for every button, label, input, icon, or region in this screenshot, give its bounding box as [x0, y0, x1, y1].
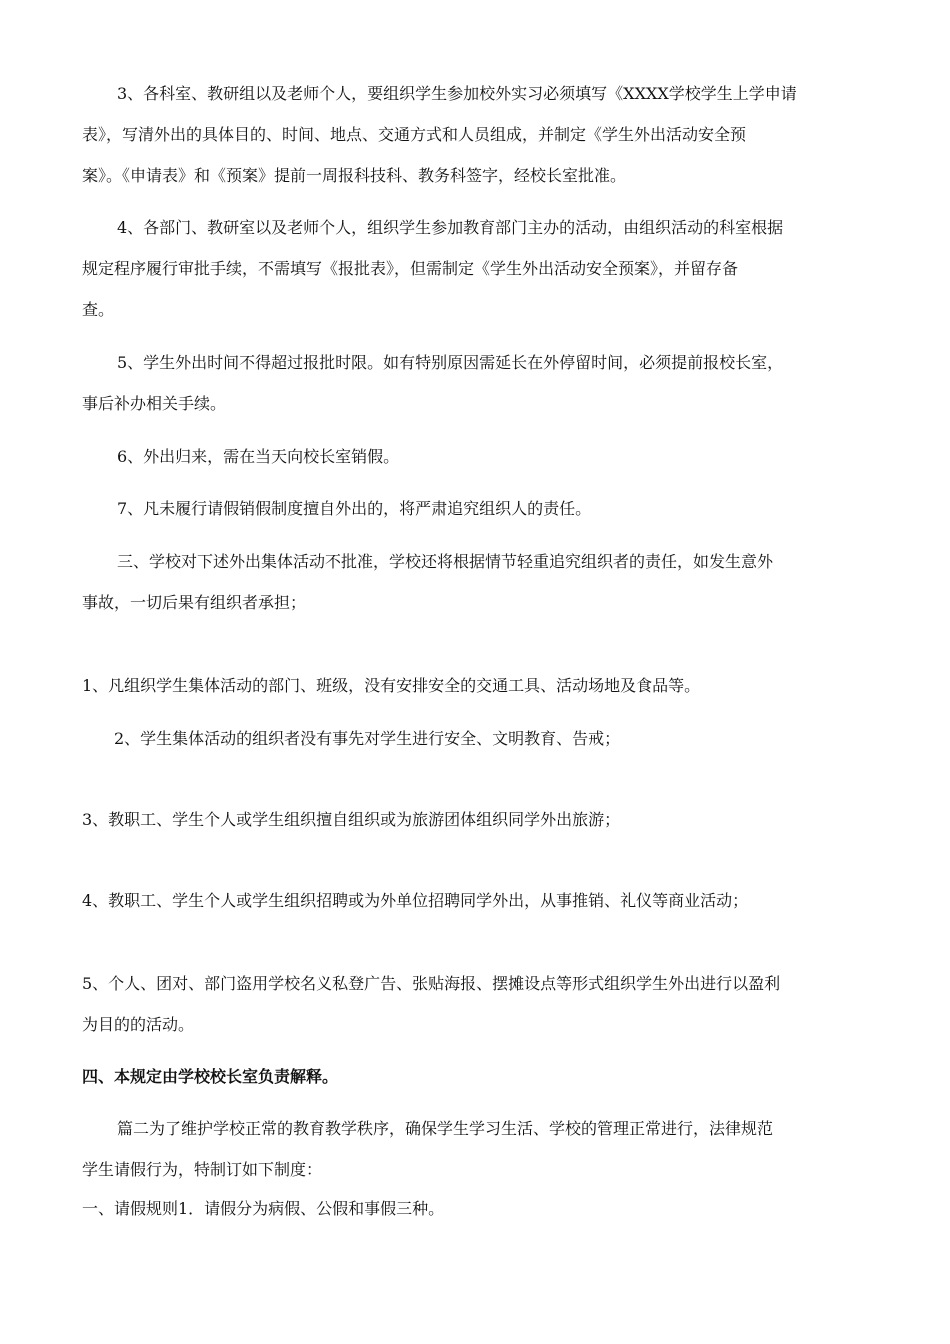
- text-line: 事后补办相关手续。: [82, 394, 227, 413]
- text-line: 4、教职工、学生个人或学生组织招聘或为外单位招聘同学外出，从事推销、礼仪等商业活动；: [82, 891, 749, 910]
- text-line: 3、教职工、学生个人或学生组织擅自组织或为旅游团体组织同学外出旅游；: [82, 810, 621, 829]
- list-item-2: [114, 718, 620, 759]
- text-line: 篇二为了维护学校正常的教育教学秩序，确保学生学习生活、学校的管理正常进行，法律规范: [117, 1119, 774, 1138]
- paragraph-part-2-intro: [117, 1108, 773, 1149]
- text-line: 查。: [82, 300, 115, 319]
- paragraph-rule-4: [117, 207, 783, 248]
- text-line: 6、外出归来，需在当天向校长室销假。: [117, 447, 400, 466]
- paragraph-part-2-intro-cont: [82, 1149, 322, 1190]
- text-line: 为目的的活动。: [82, 1015, 195, 1034]
- text-line: 案》。《申请表》和《预案》提前一周报科技科、教务科签字，经校长室批准。: [82, 166, 627, 185]
- text-line: 事故，一切后果有组织者承担；: [82, 593, 307, 612]
- text-line: 3、各科室、教研组以及老师个人，要组织学生参加校外实习必须填写《XXXX学校学生上学申请: [117, 84, 797, 103]
- paragraph-rule-5: [117, 342, 783, 383]
- text-line: 学生请假行为，特制订如下制度：: [82, 1160, 323, 1179]
- text-line: 1、凡组织学生集体活动的部门、班级，没有安排安全的交通工具、活动场地及食品等。: [82, 676, 701, 695]
- list-item-4: [82, 880, 748, 921]
- paragraph-rule-5-cont: [82, 383, 226, 424]
- paragraph-rule-3: [117, 73, 797, 114]
- paragraph-rule-6: [117, 436, 399, 477]
- paragraph-rule-4-cont: [82, 248, 738, 330]
- text-line: 一、请假规则1．请假分为病假、公假和事假三种。: [82, 1199, 445, 1218]
- paragraph-rule-7: [117, 488, 591, 529]
- text-line: 5、学生外出时间不得超过报批时限。如有特别原因需延长在外停留时间，必须提前报校长室，: [117, 353, 784, 372]
- list-item-3: [82, 799, 620, 840]
- text-line: 三、学校对下述外出集体活动不批准，学校还将根据情节轻重追究组织者的责任，如发生意外: [117, 552, 774, 571]
- list-item-5: [82, 963, 780, 1045]
- text-line: 四、本规定由学校校长室负责解释。: [82, 1067, 339, 1086]
- leave-rules-heading: [82, 1188, 444, 1229]
- text-line: 7、凡未履行请假销假制度擅自外出的，将严肃追究组织人的责任。: [117, 499, 592, 518]
- paragraph-section-3: [117, 541, 773, 582]
- paragraph-section-3-cont: [82, 582, 306, 623]
- section-4-heading: [82, 1056, 338, 1097]
- list-item-1: [82, 665, 700, 706]
- text-line: 表》，写清外出的具体目的、时间、地点、交通方式和人员组成，并制定《学生外出活动安全预: [82, 125, 747, 144]
- text-line: 规定程序履行审批手续，不需填写《报批表》，但需制定《学生外出活动安全预案》，并留存备: [82, 259, 739, 278]
- text-line: 5、个人、团对、部门盗用学校名义私登广告、张贴海报、摆摊设点等形式组织学生外出进行以盈利: [82, 974, 781, 993]
- text-line: 2、学生集体活动的组织者没有事先对学生进行安全、文明教育、告戒；: [114, 729, 621, 748]
- text-line: 4、各部门、教研室以及老师个人，组织学生参加教育部门主办的活动，由组织活动的科室根据: [117, 218, 784, 237]
- paragraph-rule-3-cont: [82, 114, 746, 196]
